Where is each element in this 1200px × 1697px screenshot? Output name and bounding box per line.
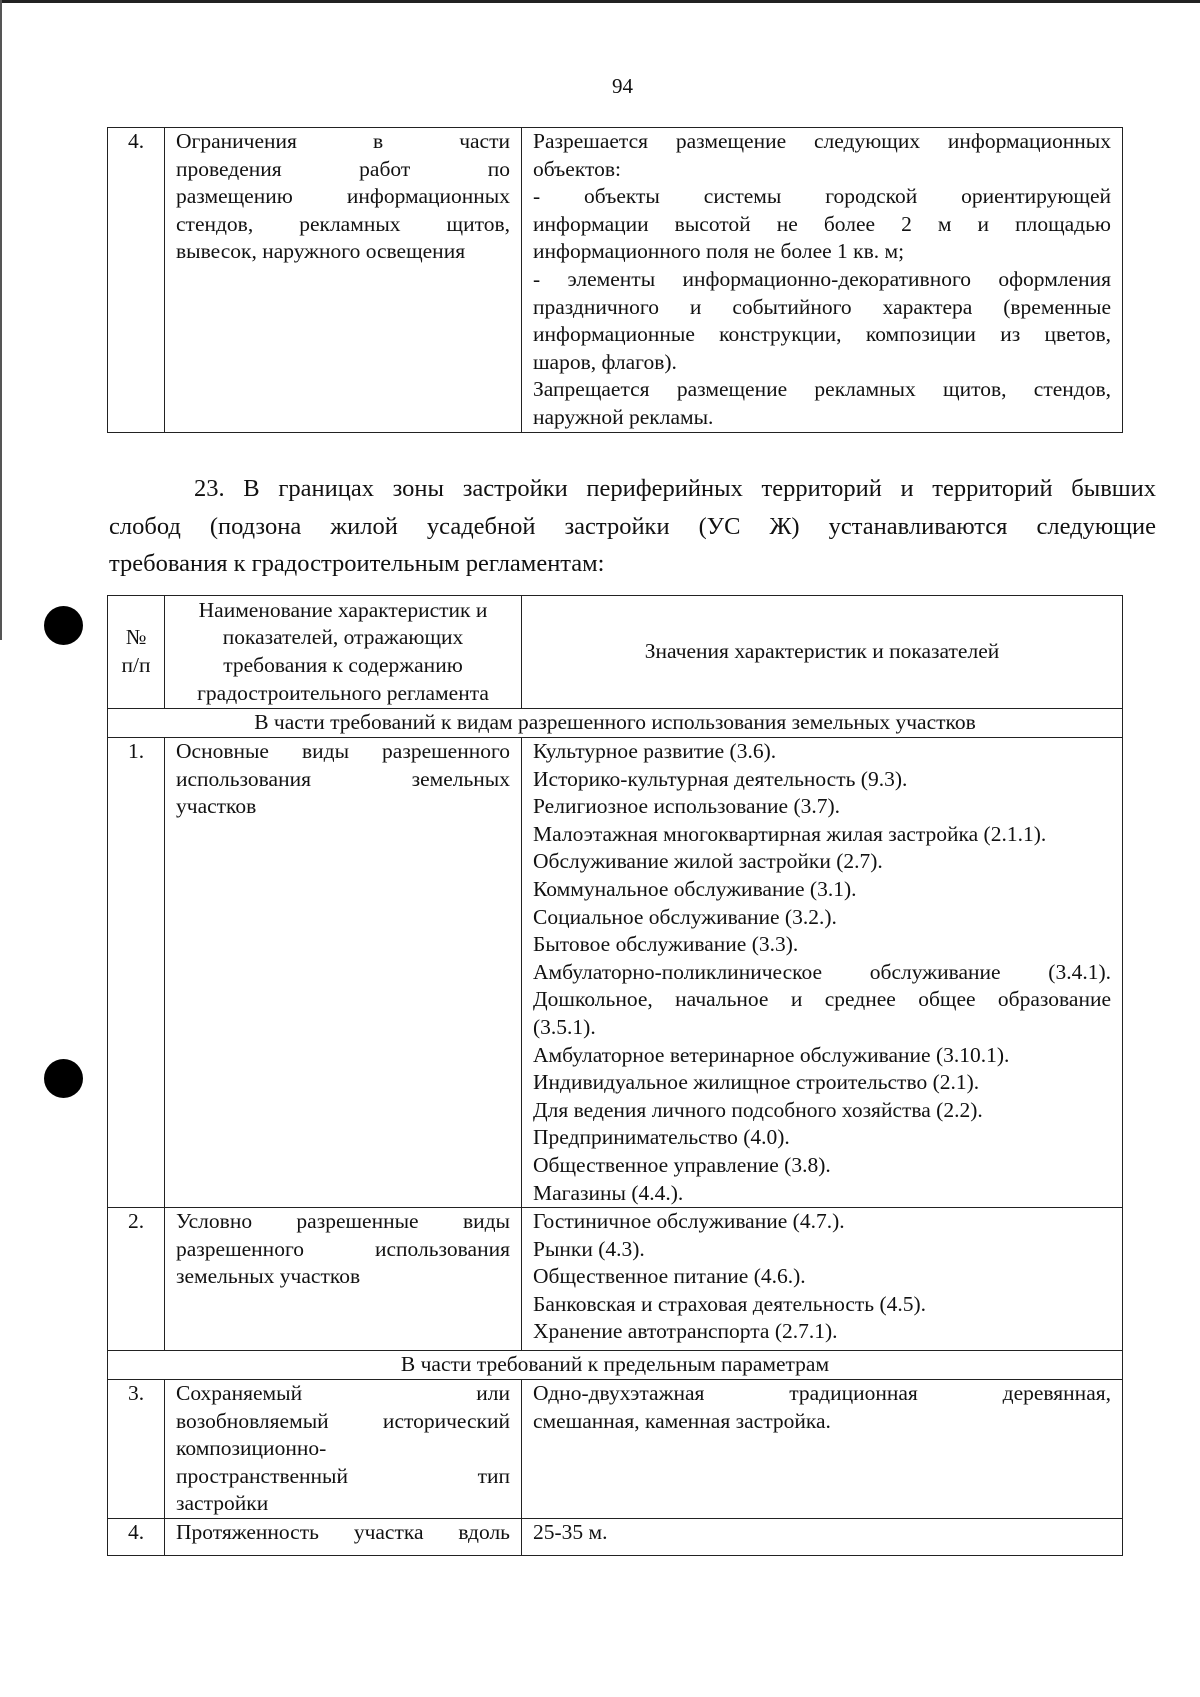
table-row <box>108 1380 1123 1519</box>
characteristic-name: Протяженность участка вдоль <box>165 1519 522 1556</box>
regulations-table-continued <box>107 127 1123 433</box>
row-number: 1. <box>108 738 165 1208</box>
characteristic-name: Основные виды разрешенного использования земельных участков <box>165 738 522 1208</box>
characteristic-value: Гостиничное обслуживание (4.7.). Рынки (4.3). Общественное питание (4.6.). Банковская и страховая деятельность (4.5). Хранение автотранспорта (2.7.1). <box>522 1208 1123 1351</box>
binder-hole <box>44 1059 83 1098</box>
characteristic-value: 25-35 м. <box>522 1519 1123 1556</box>
section-row <box>108 709 1123 738</box>
characteristic-name: Условно разрешенные виды разрешенного использования земельных участков <box>165 1208 522 1351</box>
table-row <box>108 738 1123 1208</box>
characteristic-value: Культурное развитие (3.6). Историко-культурная деятельность (9.3). Религиозное использование (3.7). Малоэтажная многоквартирная жилая застройка (2.1.1). Обслуживание жилой застройки (2.7). Коммунальное обслуживание (3.1). Социальное обслуживание (3.2.). Бытовое обслуживание (3.3). Амбулаторно-поликлиническое обслуживание (3.4.1). Дошкольное, начальное и среднее общее образование (3.5.1). Амбулаторное ветеринарное обслуживание (3.10.1). Индивидуальное жилищное строительство (2.1). Для ведения личного подсобного хозяйства (2.2). Предпринимательство (4.0). Общественное управление (3.8). Магазины (4.4.). <box>522 738 1123 1208</box>
table-row <box>108 128 1123 433</box>
row-number: 2. <box>108 1208 165 1351</box>
page-number: 94 <box>612 74 633 98</box>
header-characteristic-name: Наименование характеристик и показателей, отражающих требования к содержанию градостроительного регламента <box>165 596 522 709</box>
row-number: 4. <box>108 1519 165 1556</box>
paragraph-23: 23. В границах зоны застройки периферийных территорий и территорий бывших слобод (подзона жилой усадебной застройки (УС Ж) устанавливаются следующие требования к градостроительным регламентам: <box>109 475 1156 577</box>
regulations-table <box>107 595 1123 1556</box>
characteristic-value: Разрешается размещение следующих информационных объектов: - объекты системы городской ориентирующей информации высотой не более 2 м и площадью информационного поля не более 1 кв. м; - элементы информационно-декоративного оформления праздничного и событийного характера (временные информационные конструкции, композиции из цветов, шаров, флагов). Запрещается размещение рекламных щитов, стендов, наружной рекламы. <box>522 128 1123 433</box>
characteristic-name: Сохраняемый или возобновляемый исторический композиционно- пространственный тип застройки <box>165 1380 522 1519</box>
row-number: 3. <box>108 1380 165 1519</box>
section-row <box>108 1351 1123 1380</box>
binder-hole <box>44 606 83 645</box>
section-title: В части требований к предельным параметрам <box>108 1351 1123 1380</box>
section-title: В части требований к видам разрешенного использования земельных участков <box>108 709 1123 738</box>
table-row <box>108 1519 1123 1556</box>
characteristic-value: Одно-двухэтажная традиционная деревянная, смешанная, каменная застройка. <box>522 1380 1123 1519</box>
scan-edge-top <box>0 0 1200 3</box>
row-number: 4. <box>108 128 165 433</box>
table-header-row <box>108 596 1123 709</box>
header-characteristic-value: Значения характеристик и показателей <box>522 596 1123 709</box>
characteristic-name: Ограничения в части проведения работ по размещению информационных стендов, рекламных щитов, вывесок, наружного освещения <box>165 128 522 433</box>
table-row <box>108 1208 1123 1351</box>
header-number: № п/п <box>108 596 165 709</box>
